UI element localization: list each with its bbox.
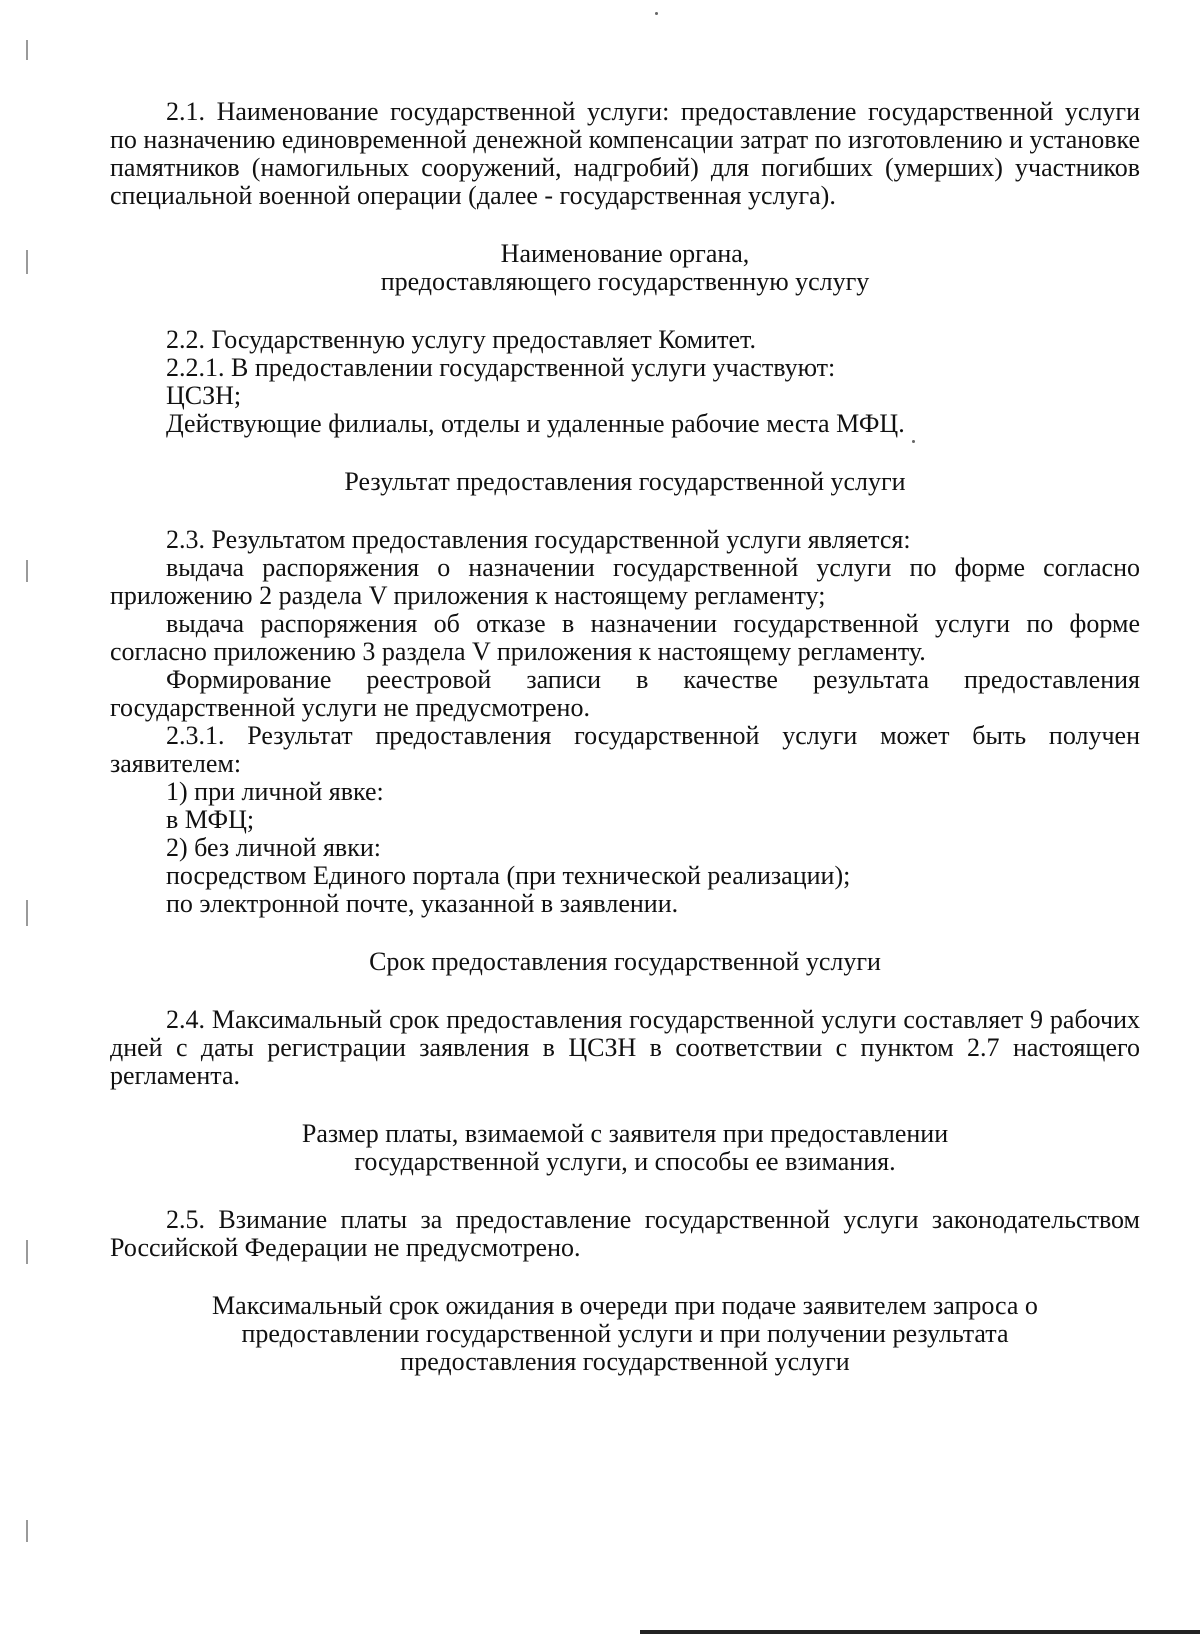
scan-edge-mark — [26, 40, 28, 60]
paragraph-2-3-1: 2.3.1. Результат предоставления государственной услуги может быть получен заявителем: — [110, 721, 1140, 778]
heading-term: Срок предоставления государственной услуги — [369, 947, 881, 976]
paragraph-2-4: 2.4. Максимальный срок предоставления государственной услуги составляет 9 рабочих дней с даты регистрации заявления в ЦСЗН в соответствии с пунктом 2.7 настоящего регламента. — [110, 1005, 1140, 1090]
heading-queue-line-2: предоставлении государственной услуги и при получении результата — [241, 1319, 1009, 1348]
paragraph-2-1: 2.1. Наименование государственной услуги: предоставление государственной услуги по назначению единовременной денежной компенсации затрат по изготовлению и установке памятников (намогильных сооружений, надгробий) для погибших (умерших) участников специальной военной операции (далее - государственная услуга). — [110, 97, 1140, 210]
document-page — [110, 98, 1140, 1376]
scan-edge-mark — [26, 1240, 28, 1264]
option-remote-portal: посредством Единого портала (при технической реализации); — [166, 861, 851, 890]
scan-speck — [655, 12, 658, 15]
heading-queue-line-1: Максимальный срок ожидания в очереди при подаче заявителем запроса о — [212, 1291, 1038, 1320]
scan-edge-mark — [26, 560, 28, 582]
heading-organ-line-2: предоставляющего государственную услугу — [380, 267, 870, 296]
option-in-person: 1) при личной явке: — [166, 777, 384, 806]
option-remote-email: по электронной почте, указанной в заявлении. — [166, 889, 679, 918]
result-item-refusal: выдача распоряжения об отказе в назначении государственной услуги по форме согласно приложению 3 раздела V приложения к настоящему регламенту. — [110, 609, 1140, 666]
scan-edge-mark — [26, 250, 28, 274]
scan-edge-mark — [26, 900, 28, 926]
option-remote: 2) без личной явки: — [166, 833, 381, 862]
paragraph-2-2-1: 2.2.1. В предоставлении государственной услуги участвуют: — [166, 353, 836, 382]
paragraph-2-2: 2.2. Государственную услугу предоставляет Комитет. — [166, 325, 756, 354]
heading-fee-line-1: Размер платы, взимаемой с заявителя при предоставлении — [301, 1119, 949, 1148]
heading-queue-line-3: предоставления государственной услуги — [400, 1347, 850, 1376]
option-in-person-mfc: в МФЦ; — [166, 805, 255, 834]
participant-mfc: Действующие филиалы, отделы и удаленные рабочие места МФЦ. — [166, 409, 905, 438]
participant-cszn: ЦСЗН; — [166, 381, 242, 410]
heading-organ-line-1: Наименование органа, — [500, 239, 750, 268]
result-item-approval: выдача распоряжения о назначении государственной услуги по форме согласно приложению 2 раздела V приложения к настоящему регламенту; — [110, 553, 1140, 610]
scan-bottom-edge — [640, 1630, 1200, 1634]
heading-result: Результат предоставления государственной услуги — [344, 467, 906, 496]
paragraph-2-5: 2.5. Взимание платы за предоставление государственной услуги законодательством Российской Федерации не предусмотрено. — [110, 1205, 1140, 1262]
heading-fee-line-2: государственной услуги, и способы ее взимания. — [354, 1147, 896, 1176]
paragraph-2-3: 2.3. Результатом предоставления государственной услуги является: — [166, 525, 911, 554]
scan-edge-mark — [26, 1520, 28, 1542]
result-item-registry: Формирование реестровой записи в качестве результата предоставления государственной услуги не предусмотрено. — [110, 665, 1140, 722]
